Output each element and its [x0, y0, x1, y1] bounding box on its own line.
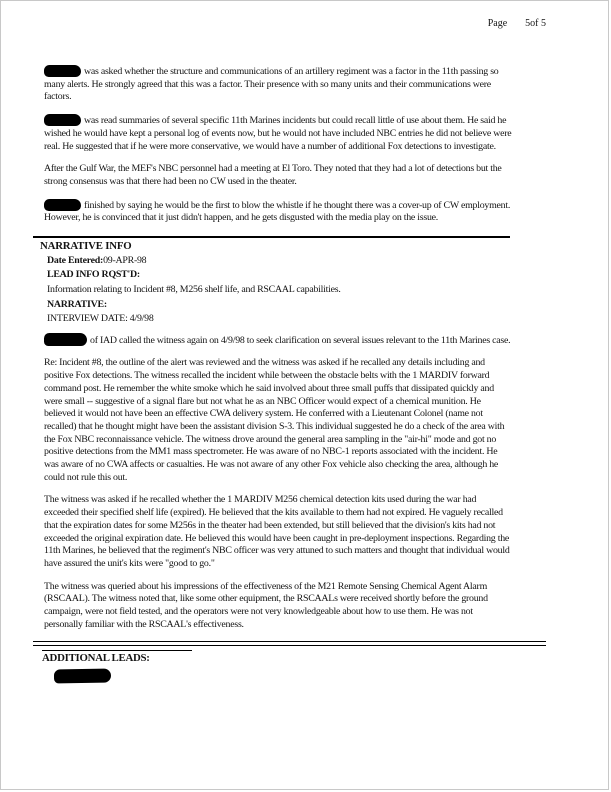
paragraph-m256-shelf-life: [44, 494, 512, 570]
redaction-box: [44, 65, 81, 77]
additional-leads-heading: ADDITIONAL LEADS:: [42, 650, 192, 665]
redaction-box: [54, 669, 111, 684]
paragraph-text: After the Gulf War, the MEF's NBC personnel had a meeting at El Toro. They noted that they had a lot of detections but the strong consensus was that there had been no CW used in the theater.: [44, 163, 502, 187]
interview-date-line: [47, 312, 512, 327]
paragraph-rscaal: [44, 581, 512, 632]
paragraph-incident-8: [44, 357, 512, 484]
paragraph-text: was read summaries of several specific 11th Marines incidents but could recall little of use about them. He said he wished he would have kept a personal log of events now, but he would not have included NBC entries he did not believe were real. He suggested that if he were more conservative, we would have a number of additional Fox detections to investigate.: [44, 115, 512, 152]
section-divider: [33, 236, 510, 238]
date-entered-line: [47, 254, 512, 269]
paragraph-iad-call: [44, 333, 512, 348]
redaction-box: [44, 199, 81, 211]
redaction-box: [44, 333, 87, 346]
paragraph-el-toro-meeting: [44, 163, 512, 188]
lead-info-text: Information relating to Incident #8, M256 shelf life, and RSCAAL capabilities.: [47, 283, 341, 295]
paragraph-text: The witness was asked if he recalled whether the 1 MARDIV M256 chemical detection kits used during the war had exceeded their specified shelf life (expired). He believed that the kits available to them had not expired. He vaguely recalled that the expiration dates for some M256s in the theater had been extended, but still believed that the division's kits had not exceeded the original expiration date. He believed this would have been caught in pre-deployment inspections. Regarding the 11th Marines, he believed that the regiment's NBC officer was very attuned to such matters and thought that individual would have assured the unit's kits were "good to go.": [44, 494, 510, 569]
document-body: [40, 65, 512, 683]
paragraph-artillery-regiment: [44, 65, 512, 104]
paragraph-whistle-blower: [44, 199, 512, 225]
paragraph-text: of IAD called the witness again on 4/9/98 to seek clarification on several issues relevant to the 11th Marines case.: [90, 334, 511, 346]
interview-date-label: INTERVIEW DATE:: [47, 313, 128, 325]
paragraph-text: finished by saying he would be the first to blow the whistle if he thought there was a cover-up of CW employment. However, he is convinced that it just didn't happen, and he gets disgusted with the media play on the issue.: [44, 199, 511, 224]
date-entered-label: Date Entered:: [47, 254, 104, 266]
page-number: 5of 5: [525, 18, 546, 29]
date-entered-value: 09-APR-98: [103, 254, 147, 266]
page-header: [1, 18, 546, 29]
paragraph-incident-summaries: [44, 114, 512, 153]
narrative-label: NARRATIVE:: [47, 298, 107, 310]
narrative-info-heading: NARRATIVE INFO: [40, 240, 132, 253]
paragraph-text: was asked whether the structure and communications of an artillery regiment was a factor in the 11th passing so many alerts. He strongly agreed that this was a factor. Their presence with so many units and their communications were factors.: [44, 66, 499, 103]
interview-date-value: 4/9/98: [129, 313, 154, 325]
redaction-box: [44, 114, 81, 126]
paragraph-text: The witness was queried about his impressions of the effectiveness of the M21 Remote Sensing Chemical Agent Alarm (RSCAAL). The witness noted that, like some other equipment, the RSCAALs were received shortly before the ground campaign, were not field tested, and the operators were not very knowledgeable about how to use them. He was not personally familiar with the RSCAAL's effectiveness.: [44, 580, 488, 630]
lead-info-label: LEAD INFO RQST'D:: [47, 269, 140, 281]
page-header-label: Page: [487, 18, 508, 29]
paragraph-text: Re: Incident #8, the outline of the alert was reviewed and the witness was asked if he recalled any details including and positive Fox detections. The witness recalled the incident while between the obstacle belts with the 1 MARDIV forward command post. He remember the white smoke which he said involved about three small puffs that dissipated quickly and were small -- suggestive of a signal flare but not what he as an NBC Officer would expect of a chemical munition. He believed it would not have been an effective CWA delivery system. He conferred with a Lieutenant Colonel (name not recalled) that he thought might have been the assistant division S-3. This individual suggested he do a check of the area with the Fox NBC reconnaissance vehicle. The witness drove around the general area sampling in the "air-hi" mode and got no positive detections from the MM1 mass spectrometer. He was aware of no NBC-1 reports associated with the incident. He was aware of no CWA affects or casualties. He was not aware of any other Fox vehicle also checking the area, although he could not rule this out.: [44, 357, 505, 483]
